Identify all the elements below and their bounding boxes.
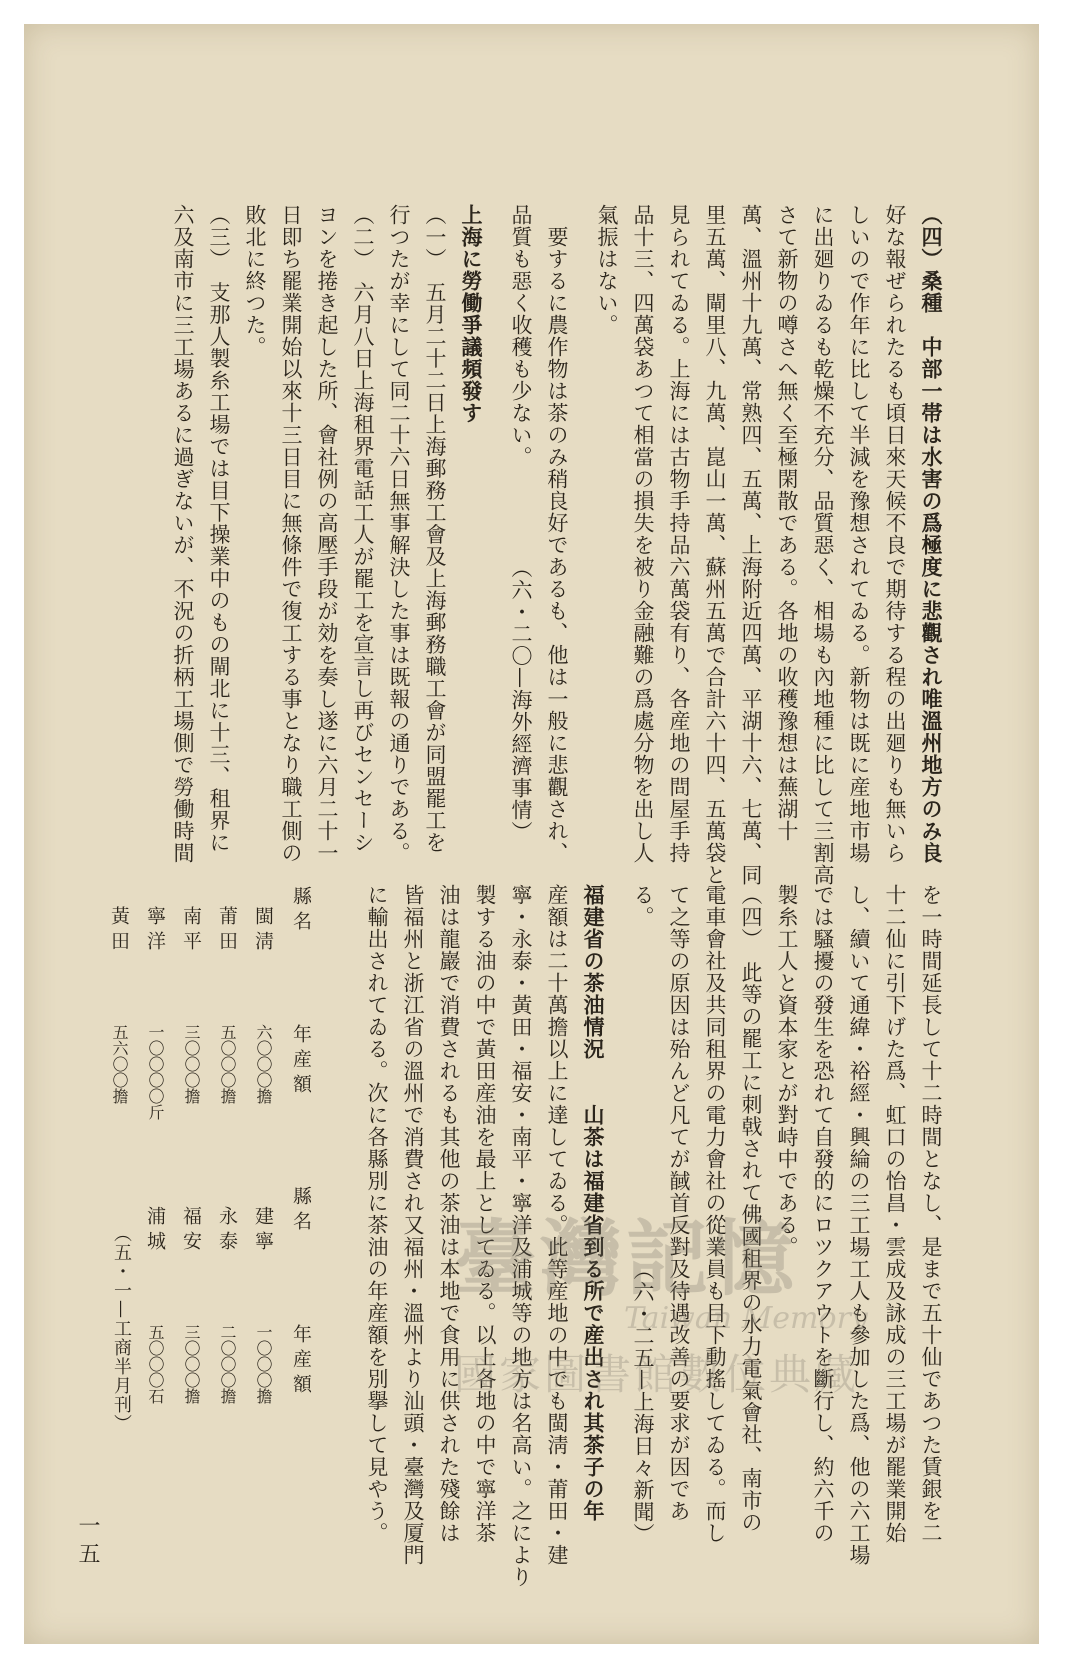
text-column: ヨンを捲き起した所、會社例の高壓手段が効を奏し遂に六月二十一 [315,204,339,864]
text-column: に輸出されてゐる。次に各縣別に茶油の年産額を別擧して見やう。 [365,884,389,1544]
table-cell-county: 建寧 [252,1206,274,1256]
text-column: に出廻りゐるも乾燥不充分、品質惡く、相場も內地種に比して三割高 [811,204,835,886]
table-cell-amount: 三〇〇〇擔 [182,1324,201,1404]
text-column: 十二仙に引下げた爲、虹口の怡昌・雲成及詠成の三工場が罷業開始 [883,884,907,1544]
text-column: （三） 支那人製糸工場では目下操業中のもの閘北に十三、租界に [207,204,231,854]
table-cell-amount: 三〇〇〇擔 [182,1024,201,1104]
text-column: を一時間延長して十二時間となし、是まで五十仙であつた賃銀を二 [919,884,943,1544]
text-column: さて新物の噂さへ無く至極閑散である。各地の收穫豫想は蕪湖十 [775,204,799,842]
text-column: し、續いて通緯・裕經・興綸の三工場工人も參加した爲、他の六工場 [847,884,871,1566]
text-column: 敗北に終つた。 [243,204,267,358]
table-cell-county: 南平 [180,906,202,956]
table-cell-county: 福安 [180,1206,202,1256]
text-column: 皆福州と浙江省の溫州で消費され又福州・溫州より汕頭・臺灣及厦門 [401,884,425,1566]
text-column: では騷擾の發生を恐れて自發的にロツクアウトを斷行し、約六千の [811,884,835,1544]
table-cell-county: 黃田 [108,906,130,956]
text-column: （四）桑種 中部一帯は水害の爲極度に悲觀され唯溫州地方のみ良 [919,204,944,864]
text-column: 萬、溫州十九萬、常熟四、五萬、上海附近四萬、平湖十六、七萬、同 [739,204,763,886]
text-column: 油は龍巖で消費されるも其他の茶油は本地で食用に供された殘餘は [437,884,461,1544]
table-header-amount: 年産額 [290,1324,312,1399]
table-cell-amount: 一〇〇〇擔 [254,1324,273,1404]
text-column: 氣振はない。 [595,204,619,336]
text-column: 要するに農作物は茶のみ稍良好であるも、他は一般に悲觀され、 [545,204,569,864]
table-cell-amount: 六〇〇〇擔 [254,1024,273,1104]
table-header-county: 縣名 [290,886,312,936]
table-cell-county: 閩淸 [252,906,274,956]
text-column: 日即ち罷業開始以來十三日目に無條件で復工する事となり職工側の [279,204,303,864]
text-column: しいので作年に比して半減を豫想されてゐる。新物は既に産地市場 [847,204,871,864]
text-column: 製する油の中で黃田産油を最上としてゐる。以上各地の中で寧洋茶 [473,884,497,1544]
text-column: て之等の原因は殆んど凡てが馘首反對及待遇改善の要求が因であ [667,884,691,1522]
text-column: 寧・永泰・黃田・福安・南平・寧洋及浦城等の地方は名高い。之により [509,884,533,1588]
document-page [24,24,1039,1644]
section-heading: 福建省の茶油情況 山茶は福建省到る所で産出され其茶子の年 [581,884,606,1522]
page-number: 一五 [75,1514,100,1570]
table-cell-amount: 五〇〇〇擔 [218,1024,237,1104]
text-column: 製糸工人と資本家とが對峙中である。 [775,884,799,1258]
text-column: 里五萬、閘里八、九萬、崑山一萬、蘇州五萬で合計六十四、五萬袋と [703,204,727,886]
table-header-county: 縣名 [290,1186,312,1236]
table-cell-county: 永泰 [216,1206,238,1256]
text-column: 行つたが幸にして同二十六日無事解決した事は既報の通りである。 [387,204,411,864]
watermark-sub: 國家圖書館數位典藏 [454,1350,860,1399]
text-column: 品質も惡く收穫も少ない。 （六・二〇—海外經濟事情） [509,204,533,843]
watermark-main: 臺灣記憶 [454,1211,799,1307]
table-cell-amount: 一〇〇〇〇斤 [146,1024,165,1120]
text-column: 電車會社及共同租界の電力會社の從業員も目下動搖してゐる。而し [703,884,727,1544]
table-cell-county: 寧洋 [144,906,166,956]
table-cell-amount: 二〇〇〇擔 [218,1324,237,1404]
text-column: 産額は二十萬擔以上に達してゐる。此等産地の中でも閩淸・莆田・建 [545,884,569,1566]
table-cell-county: 莆田 [216,906,238,956]
text-column: 品十三、四萬袋あつて相當の損失を被り金融難の爲處分物を出し人 [631,204,655,864]
text-column: 見られてゐる。上海には古物手持品六萬袋有り、各産地の問屋手持 [667,204,691,864]
table-cell-county: 浦城 [144,1206,166,1256]
table-header-amount: 年産額 [290,1024,312,1099]
text-column: （四） 此等の罷工に刺戟されて佛國租界の水力電氣會社、南市の [739,884,763,1534]
text-column: 好な報ぜられたるも頃日來天候不良で期待する程の出廻りも無いら [883,204,907,864]
source-note: （五・一—工商半月刊） [111,1224,132,1433]
text-column: （一） 五月二十二日上海郵務工會及上海郵務職工會が同盟罷工を [423,204,447,854]
section-heading: 上海に勞働爭議頻發す [459,204,484,424]
table-cell-amount: 五〇〇〇石 [146,1324,165,1404]
table-cell-amount: 五六〇〇擔 [110,1024,129,1104]
text-column: る。 （六・二五—上海日々新聞） [631,884,655,1545]
text-column: （二） 六月八日上海租界電話工人が罷工を宣言し再びセンセーシ [351,204,375,854]
text-column: 六及南市に三工場あるに過ぎないが、不況の折柄工場側で勞働時間 [171,204,195,864]
watermark-english: Taiwan Memory [624,1301,868,1336]
